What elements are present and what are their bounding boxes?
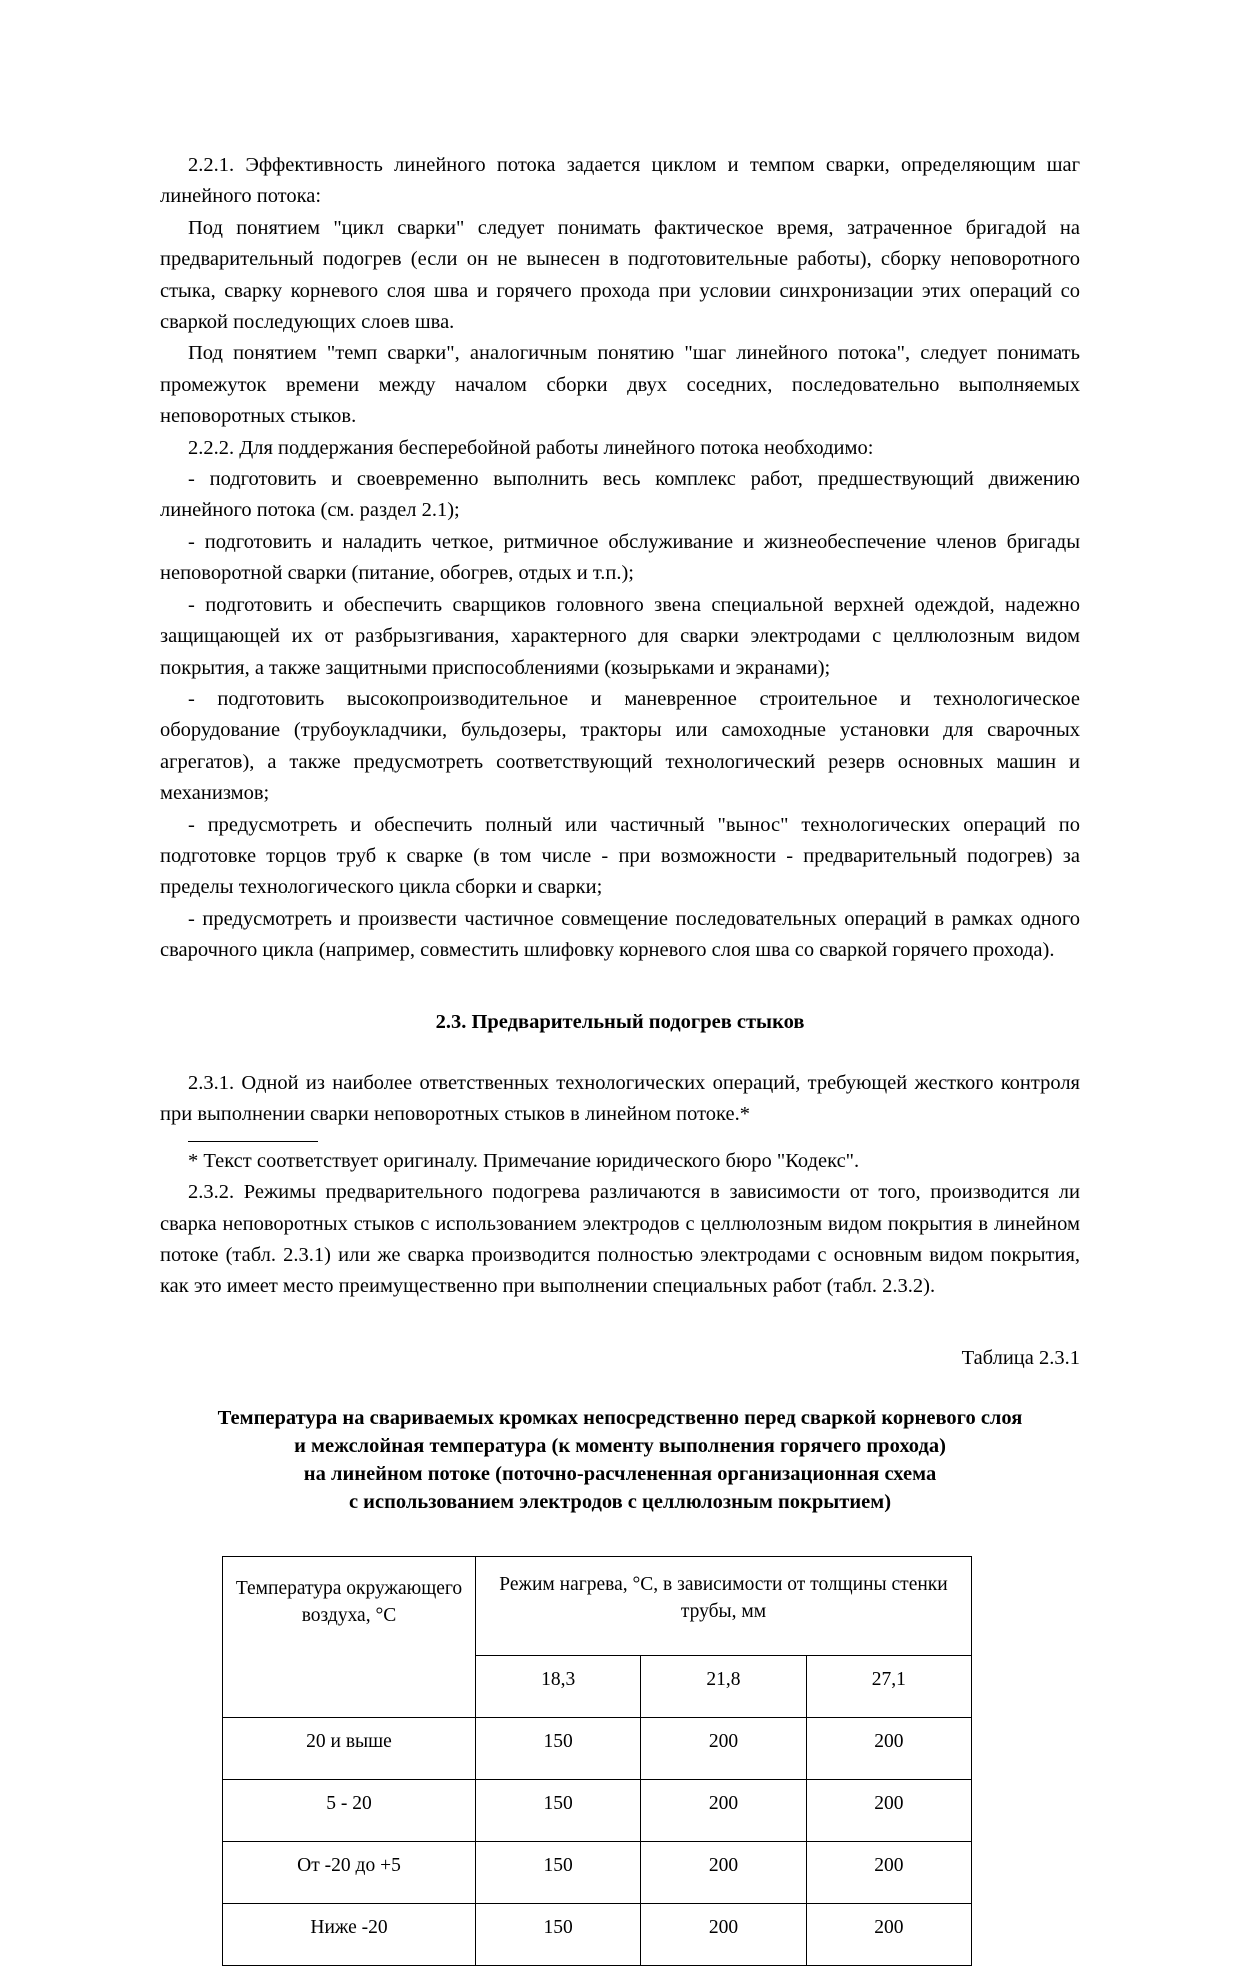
subheader-thickness-1: 18,3	[476, 1656, 641, 1718]
bullet-protective-clothing: - подготовить и обеспечить сварщиков головного звена специальной верхней одеждой, надежно защищающей их от разбрызгивания, характерного для сварки электродами с целлюлозным видом покрытия, а также защитными приспособлениями (козырьками и экранами);	[160, 593, 1080, 679]
table-number-label: Таблица 2.3.1	[961, 1346, 1080, 1369]
spacer-before-caption	[160, 1374, 1080, 1404]
row-value: 200	[806, 1842, 971, 1904]
bullet-equipment: - подготовить высокопроизводительное и маневренное строительное и технологическое оборудование (трубоукладчики, бульдозеры, тракторы или самоходные установки для сварочных агрегатов), а также предусмотреть соответствующий технологический резерв основных машин и механизмов;	[160, 687, 1080, 805]
row-value: 150	[476, 1718, 641, 1780]
paragraph-tempo-definition: Под понятием "темп сварки", аналогичным понятию "шаг линейного потока", следует понимать промежуток времени между началом сборки двух соседних, последовательно выполняемых неповоротных стыков.	[160, 342, 1080, 428]
row-value: 200	[641, 1904, 806, 1966]
table-caption-line-1: Температура на свариваемых кромках непосредственно перед сваркой корневого слоя	[217, 1407, 1023, 1430]
table-caption-line-3: на линейном потоке (поточно-расчлененная организационная схема	[303, 1463, 937, 1486]
row-value: 200	[806, 1718, 971, 1780]
bullet-operation-offload: - предусмотреть и обеспечить полный или частичный "вынос" технологических операций по подготовке торцов труб к сварке (в том числе - при возможности - предварительный подогрев) за пределы технологического цикла сборки и сварки;	[160, 813, 1080, 899]
preheat-temperature-table	[222, 1556, 972, 1966]
header-ambient-temperature: Температура окружающего воздуха, °С	[223, 1557, 476, 1718]
header-heating-mode: Режим нагрева, °С, в зависимости от толщины стенки трубы, мм	[476, 1557, 972, 1656]
paragraph-2-2-2: 2.2.2. Для поддержания бесперебойной работы линейного потока необходимо:	[188, 436, 874, 459]
document-content	[160, 150, 1080, 1966]
row-label: От -20 до +5	[223, 1842, 476, 1904]
row-value: 200	[641, 1842, 806, 1904]
subheader-thickness-2: 21,8	[641, 1656, 806, 1718]
row-value: 150	[476, 1904, 641, 1966]
row-value: 200	[806, 1780, 971, 1842]
paragraph-2-2-1: 2.2.1. Эффективность линейного потока задается циклом и темпом сварки, определяющим шаг линейного потока:	[160, 154, 1080, 208]
paragraph-cycle-definition: Под понятием "цикл сварки" следует понимать фактическое время, затраченное бригадой на предварительный подогрев (если он не вынесен в подготовительные работы), сборку неповоротного стыка, сварку корневого слоя шва и горячего прохода при условии синхронизации этих операций со сваркой последующих слоев шва.	[160, 216, 1080, 334]
bullet-operation-overlap: - предусмотреть и произвести частичное совмещение последовательных операций в рамках одного сварочного цикла (например, совместить шлифовку корневого слоя шва со сваркой горячего прохода).	[160, 907, 1080, 962]
section-heading-2-3: 2.3. Предварительный подогрев стыков	[435, 1010, 805, 1033]
row-label: 20 и выше	[223, 1718, 476, 1780]
table-row	[223, 1904, 972, 1966]
table-header-row	[223, 1557, 972, 1656]
spacer-after-heading	[160, 1038, 1080, 1068]
footnote-text: * Текст соответствует оригиналу. Примечание юридического бюро "Кодекс".	[188, 1149, 860, 1172]
spacer-before-table	[160, 1516, 1080, 1556]
spacer-before-heading	[160, 967, 1080, 1007]
table-row	[223, 1842, 972, 1904]
row-label: Ниже -20	[223, 1904, 476, 1966]
paragraph-2-3-2: 2.3.2. Режимы предварительного подогрева различаются в зависимости от того, производится ли сварка неповоротных стыков с использованием электродов с целлюлозным видом покрытия в линейном потоке (табл. 2.3.1) или же сварка производится полностью электродами с основным видом покрытия, как это имеет место преимущественно при выполнении специальных работ (табл. 2.3.2).	[160, 1181, 1080, 1298]
row-value: 200	[806, 1904, 971, 1966]
bullet-crew-support: - подготовить и наладить четкое, ритмичное обслуживание и жизнеобеспечение членов бригады неповоротной сварки (питание, обогрев, отдых и т.п.);	[160, 530, 1080, 585]
footnote-separator-rule	[188, 1141, 318, 1142]
table-row	[223, 1780, 972, 1842]
row-value: 200	[641, 1718, 806, 1780]
table-caption-line-4: с использованием электродов с целлюлозным покрытием)	[348, 1491, 892, 1514]
spacer-before-table-number	[160, 1303, 1080, 1343]
bullet-prepare-works: - подготовить и своевременно выполнить весь комплекс работ, предшествующий движению линейного потока (см. раздел 2.1);	[160, 468, 1080, 522]
table-row	[223, 1718, 972, 1780]
subheader-thickness-3: 27,1	[806, 1656, 971, 1718]
paragraph-2-3-1: 2.3.1. Одной из наиболее ответственных технологических операций, требующей жесткого контроля при выполнении сварки неповоротных стыков в линейном потоке.*	[160, 1071, 1080, 1126]
row-value: 150	[476, 1780, 641, 1842]
row-value: 150	[476, 1842, 641, 1904]
row-label: 5 - 20	[223, 1780, 476, 1842]
table-caption	[160, 1404, 1080, 1516]
row-value: 200	[641, 1780, 806, 1842]
table-caption-line-2: и межслойная температура (к моменту выполнения горячего прохода)	[294, 1435, 946, 1458]
